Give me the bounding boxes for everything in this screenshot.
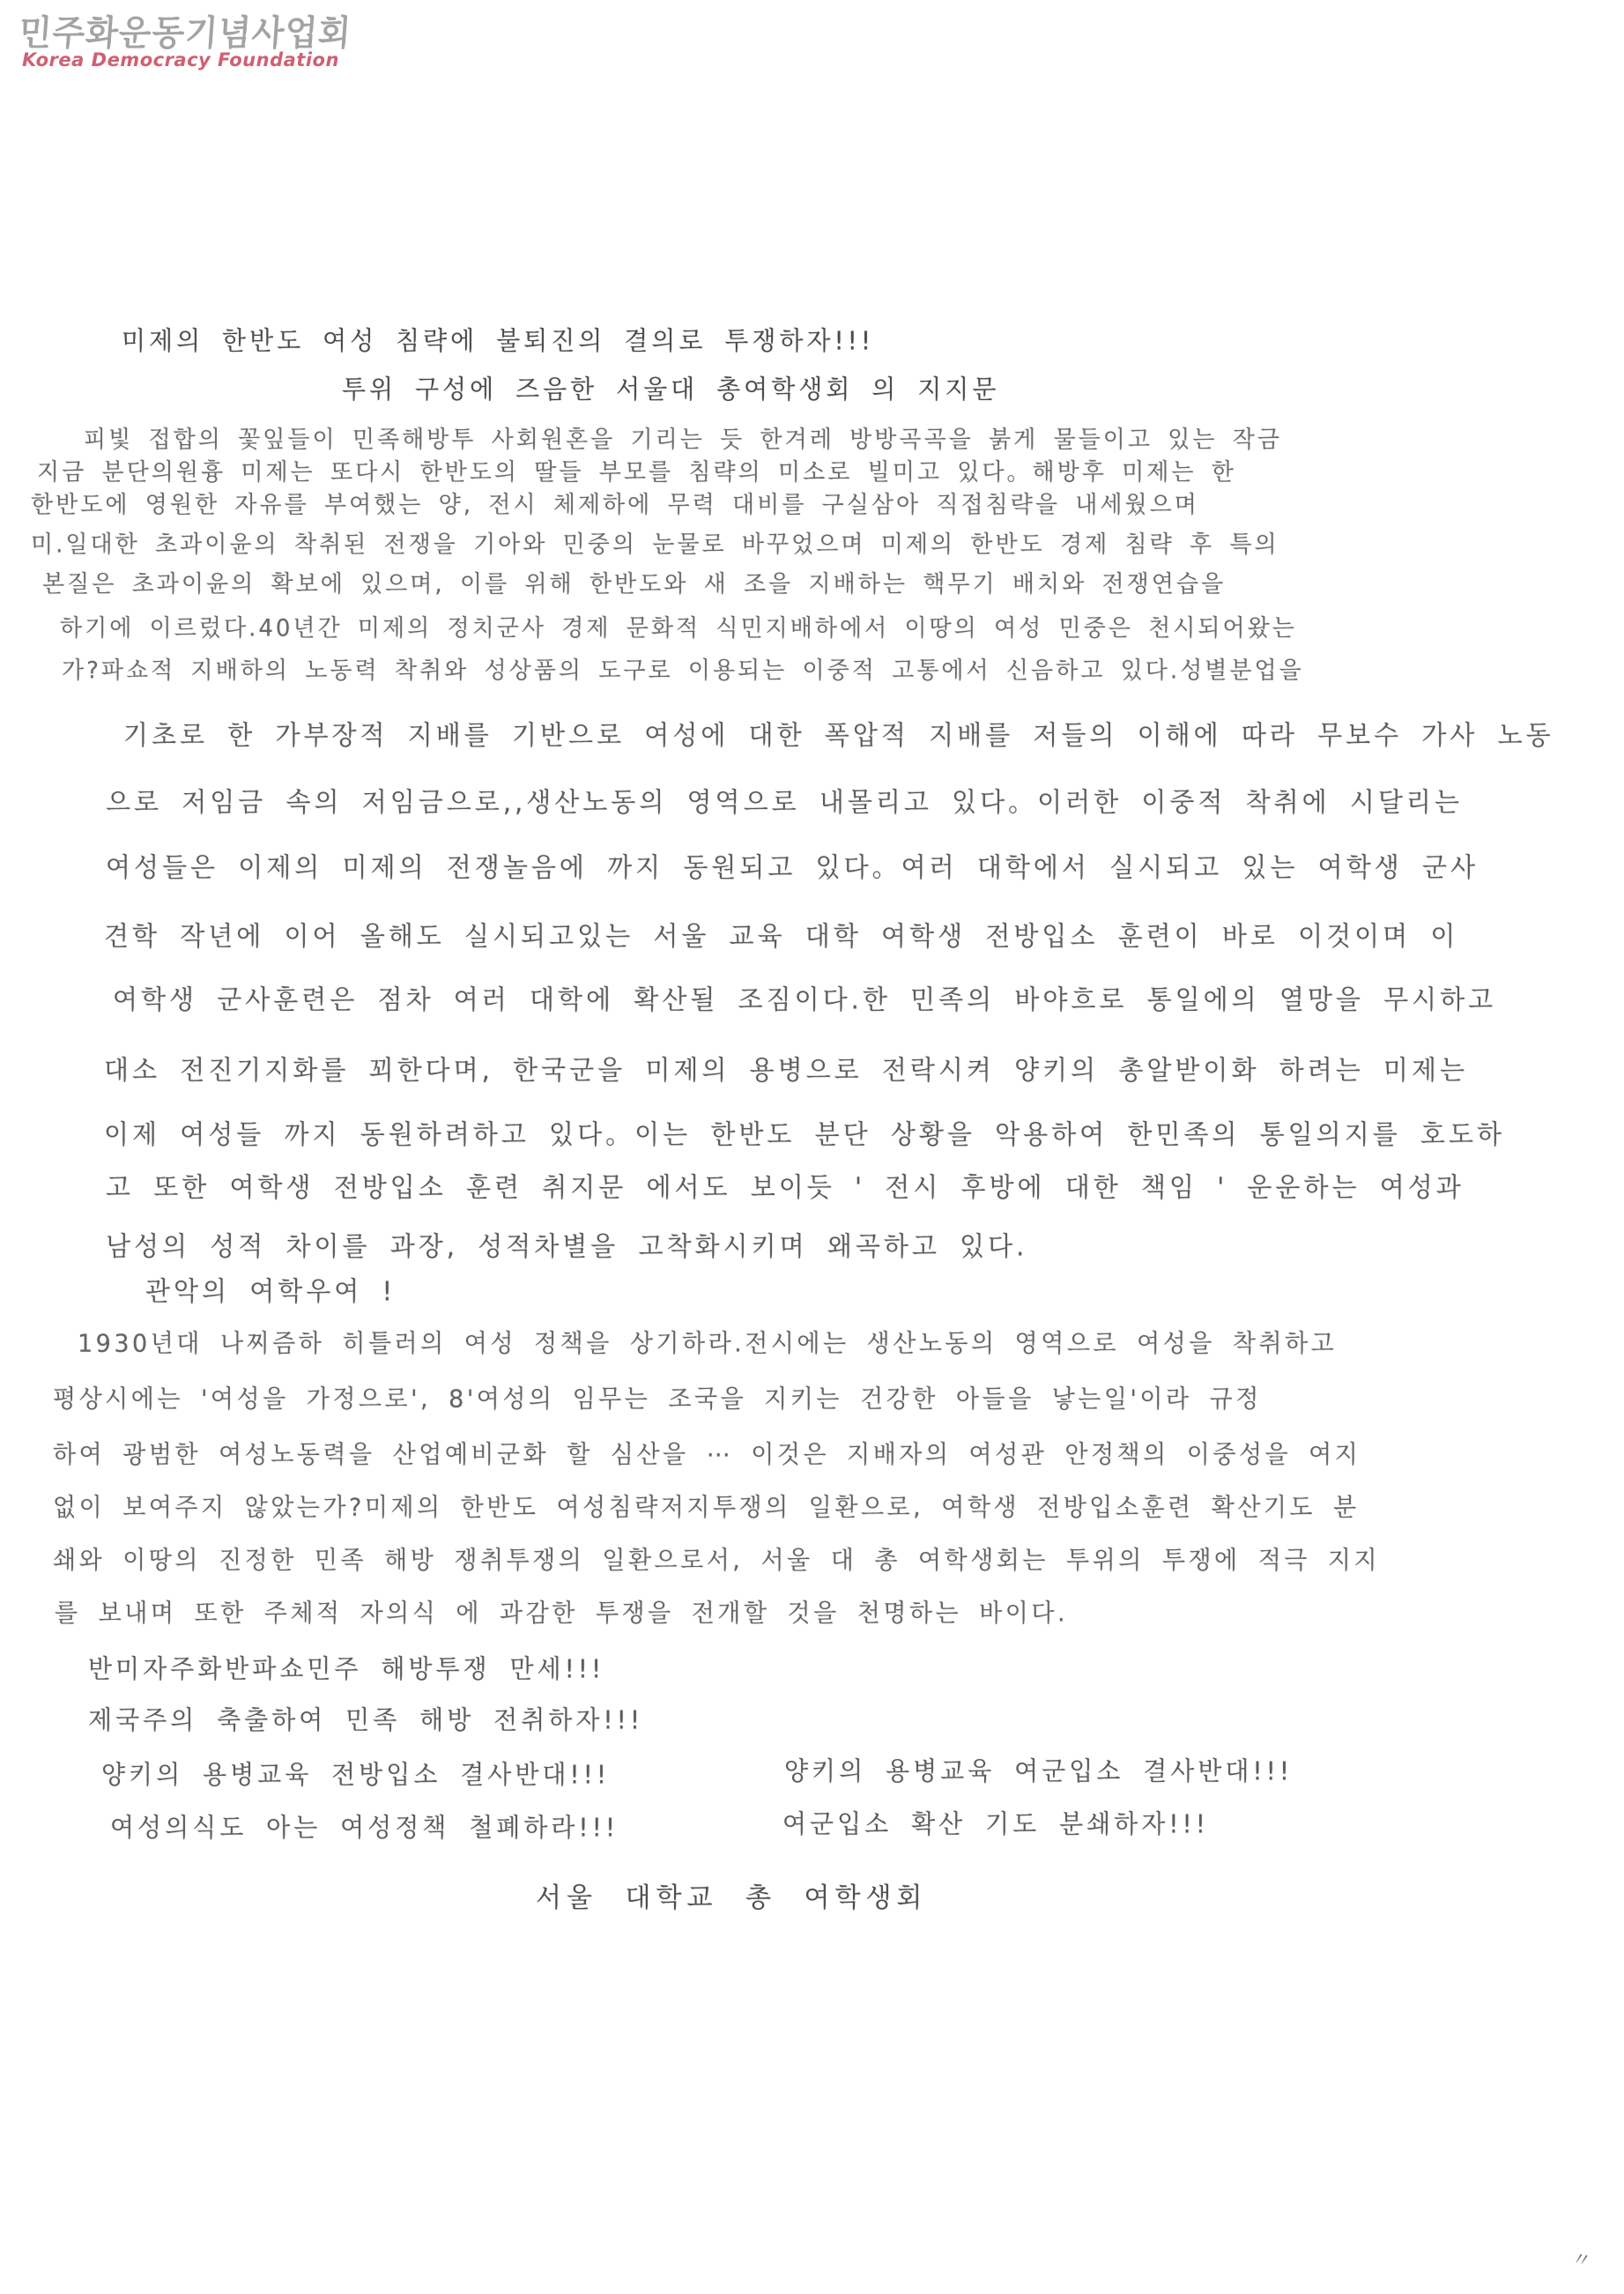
address-line: 관악의 여학우여 ! xyxy=(145,1275,397,1307)
paragraph2-line: 대소 전진기지화를 꾀한다며, 한국군을 미제의 용병으로 전락시켜 양키의 총알받이화 하려는 미제는 xyxy=(104,1054,1468,1086)
paragraph3-line: 하여 광범한 여성노동력을 산업예비군화 할 심산을 ⋯ 이것은 지배자의 여성관 안정책의 이중성을 여지 xyxy=(53,1440,1361,1469)
paragraph1-line: 미.일대한 초과이윤의 착취된 전쟁을 기아와 민중의 눈물로 바꾸었으며 미제의 한반도 경제 침략 후 특의 xyxy=(31,531,1279,559)
slogan-line: 양키의 용병교육 전방입소 결사반대!!! xyxy=(101,1759,611,1790)
slogan-line: 여성의식도 아는 여성정책 철폐하라!!! xyxy=(110,1812,619,1843)
slogan-line: 제국주의 축출하여 민족 해방 전취하자!!! xyxy=(88,1704,644,1735)
paragraph1-line: 한반도에 영원한 자유를 부여했는 양, 전시 체제하에 무력 대비를 구실삼아 직접침략을 내세웠으며 xyxy=(31,491,1199,519)
document-subtitle: 투위 구성에 즈음한 서울대 총여학생회 의 지지문 xyxy=(342,374,1000,405)
paragraph3-line: 1930년대 나찌즘하 히틀러의 여성 정책을 상기하라.전시에는 생산노동의 영역으로 여성을 착취하고 xyxy=(78,1329,1338,1358)
document-title: 미제의 한반도 여성 침략에 불퇴진의 결의로 투쟁하자!!! xyxy=(122,325,875,356)
paragraph2-line: 으로 저임금 속의 저임금으로,,생산노동의 영역으로 내몰리고 있다。이러한 이중적 착취에 시달리는 xyxy=(106,786,1463,818)
paragraph1-line: 피빛 접합의 꽃잎들이 민족해방투 사회원혼을 기리는 듯 한겨레 방방곡곡을 붉게 물들이고 있는 작금 xyxy=(84,426,1282,454)
paragraph3-line: 를 보내며 또한 주체적 자의식 에 과감한 투쟁을 전개할 것을 천명하는 바이다. xyxy=(55,1599,1069,1628)
paragraph1-line: 가?파쇼적 지배하의 노동력 착취와 성상품의 도구로 이용되는 이중적 고통에서 신음하고 있다.성별분업을 xyxy=(62,657,1304,685)
slogan-line: 반미자주화반파쇼민주 해방투쟁 만세!!! xyxy=(88,1653,605,1684)
paragraph2-line: 여성들은 이제의 미제의 전쟁놀음에 까지 동원되고 있다。여러 대학에서 실시되고 있는 여학생 군사 xyxy=(106,851,1479,883)
signature-line: 서울 대학교 총 여학생회 xyxy=(536,1882,928,1914)
paragraph3-line: 없이 보여주지 않았는가?미제의 한반도 여성침략저지투쟁의 일환으로, 여학생 전방입소훈련 확산기도 분 xyxy=(53,1493,1360,1522)
korea-democracy-foundation-logo-korean: 민주화운동기념사업회 xyxy=(18,12,353,54)
korea-democracy-foundation-logo-english: Korea Democracy Foundation xyxy=(22,49,339,71)
paragraph2-line: 남성의 성적 차이를 과장, 성적차별을 고착화시키며 왜곡하고 있다. xyxy=(106,1230,1028,1262)
slogan-line: 양키의 용병교육 여군입소 결사반대!!! xyxy=(784,1756,1294,1786)
paragraph2-line: 여학생 군사훈련은 점차 여러 대학에 확산될 조짐이다.한 민족의 바야흐로 통일에의 열망을 무시하고 xyxy=(113,984,1497,1015)
slogan-line: 여군입소 확산 기도 분쇄하자!!! xyxy=(782,1808,1209,1839)
paragraph3-line: 평상시에는 '여성을 가정으로', 8'여성의 임무는 조국을 지키는 건강한 아들을 낳는일'이라 규정 xyxy=(53,1385,1262,1414)
paragraph2-line: 기초로 한 가부장적 지배를 기반으로 여성에 대한 폭압적 지배를 저들의 이해에 따라 무보수 가사 노동 xyxy=(123,719,1554,751)
paragraph2-line: 고 또한 여학생 전방입소 훈련 취지문 에서도 보이듯 ' 전시 후방에 대한 책임 ' 운운하는 여성과 xyxy=(106,1171,1465,1203)
paragraph1-line: 하기에 이르렀다.40년간 미제의 정치군사 경제 문화적 식민지배하에서 이땅의 여성 민중은 천시되어왔는 xyxy=(60,614,1297,642)
paragraph1-line: 지금 분단의원흉 미제는 또다시 한반도의 딸들 부모를 침략의 미소로 빌미고 있다。해방후 미제는 한 xyxy=(37,458,1236,486)
paragraph2-line: 견학 작년에 이어 올해도 실시되고있는 서울 교육 대학 여학생 전방입소 훈련이 바로 이것이며 이 xyxy=(104,920,1459,952)
handwritten-corner-mark: 〃 xyxy=(1569,2247,1595,2275)
paragraph3-line: 쇄와 이땅의 진정한 민족 해방 쟁취투쟁의 일환으로서, 서울 대 총 여학생회는 투위의 투쟁에 적극 지지 xyxy=(53,1546,1381,1575)
paragraph2-line: 이제 여성들 까지 동원하려하고 있다。이는 한반도 분단 상황을 악용하여 한민족의 통일의지를 호도하 xyxy=(104,1118,1505,1150)
paragraph1-line: 본질은 초과이윤의 확보에 있으며, 이를 위해 한반도와 새 조을 지배하는 핵무기 배치와 전쟁연습을 xyxy=(42,570,1227,598)
